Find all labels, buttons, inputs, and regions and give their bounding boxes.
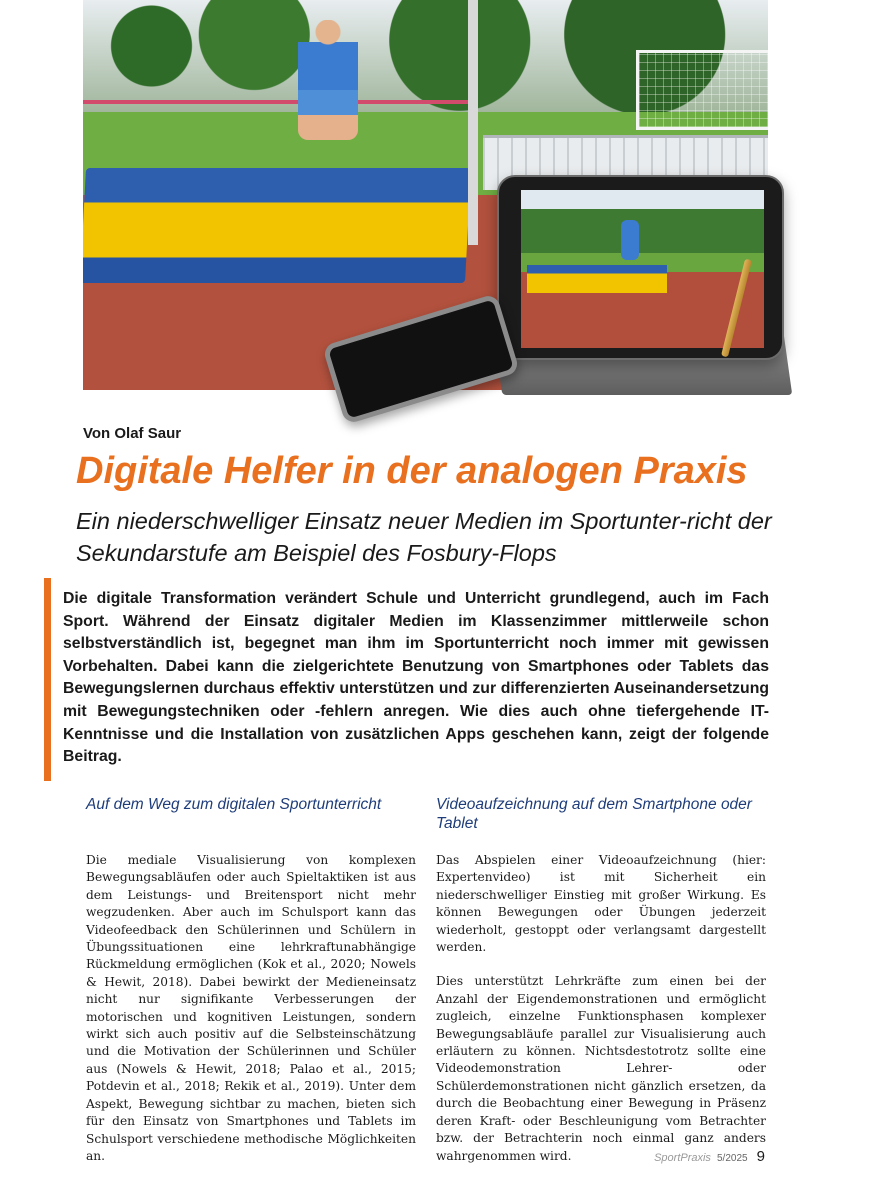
tablet-screen [521, 190, 764, 348]
left-column-paragraph: Die mediale Visualisierung von komplexen Bewegungsabläufen oder auch Spieltaktiken ist aus dem Leistungs- und Breitensport nicht mehr wegzudenken. Aber auch im Schulsport kann das Videofeedback den Schülerinnen und Schülern in Übungssituationen eine lehrkraftunabhängige Rückmeldung ermöglichen (Kok et al., 2020; Nowels & Hewit, 2018). Dabei bewirkt der Medieneinsatz nicht nur signifikante Verbesserungen der motorischen und kognitiven Leistungen, sondern wirkt sich auch positiv auf die Selbsteinschätzung und die Motivation der Schülerinnen und Schüler aus (Nowels & Hewit, 2018; Palao et al., 2015; Potdevin et al., 2018; Rekik et al., 2019). Unter dem Aspekt, Bewegung sichtbar zu machen, bieten sich für den Einsatz von Smartphones und Tablets im Schulsport verschiedene methodische Möglichkeiten an. [86, 853, 416, 1163]
article-subtitle: Ein niederschwelliger Einsatz neuer Medien im Sportunter-richt der Sekundarstufe am Beispiel des Fosbury-Flops [76, 508, 772, 566]
lead-accent-bar [44, 578, 51, 781]
column-left [86, 795, 416, 1182]
left-column-heading: Auf dem Weg zum digitalen Sportunterricht [86, 796, 382, 813]
author-line: Von Olaf Saur [83, 425, 182, 442]
tablet-device [497, 175, 784, 360]
photo-pole [468, 0, 478, 245]
footer-magazine: SportPraxis [654, 1152, 711, 1164]
screen-mat [527, 265, 667, 293]
photo-landing-mat [83, 168, 471, 283]
screen-jumper [621, 220, 639, 260]
right-column-paragraph-2: Dies unterstützt Lehrkräfte zum einen bei der Anzahl der Eigendemonstrationen und ermöglicht zugleich, einzelne Funktionsphasen komplexer Bewegungsabläufe parallel zur Visualisierung auch erläutern zu können. Nichtsdestotrotz sollte eine Videodemonstration Lehrer- oder Schülerdemonstrationen nicht gänzlich ersetzen, da durch die Beobachtung einer Bewegung in Präsenz deren Kraft- oder Beschleunigung vom Betrachter bzw. der Betrachterin noch einmal ganz anders wahrgenommen wird. [436, 974, 766, 1163]
page-footer [654, 1148, 765, 1165]
right-column-heading: Videoaufzeichnung auf dem Smartphone oder Tablet [436, 796, 752, 832]
footer-issue: 5/2025 [717, 1153, 748, 1164]
photo-crossbar [83, 100, 478, 104]
column-right [436, 795, 766, 1182]
page-number: 9 [756, 1148, 765, 1165]
article-title: Digitale Helfer in der analogen Praxis [76, 450, 748, 492]
photo-goal [636, 50, 768, 130]
right-column-paragraph-1: Das Abspielen einer Videoaufzeichnung (hier: Expertenvideo) ist mit Sicherheit ein niederschwelliger Einstieg mit großer Wirkung. Es können Bewegungen oder Übungen jederzeit wiederholt, gestoppt oder verlangsamt dargestellt werden. [436, 853, 766, 955]
photo-jumper [298, 20, 358, 140]
lead-paragraph: Die digitale Transformation verändert Schule und Unterricht grundlegend, auch im Fach Sport. Während der Einsatz digitaler Medien im Klassenzimmer mittlerweile schon selbstverständlich ist, begegnet man ihm im Sportunterricht noch immer mit gewissen Vorbehalten. Dabei kann die zielgerichtete Benutzung von Smartphones oder Tablets das Bewegungslernen durchaus effektiv unterstützen und zur differenzierten Auseinandersetzung mit Bewegungstechniken oder -fehlern anregen. Wie dies auch ohne tiefergehende IT-Kenntnisse und die Installation von zusätzlichen Apps geschehen kann, zeigt der folgende Beitrag. [63, 590, 769, 766]
